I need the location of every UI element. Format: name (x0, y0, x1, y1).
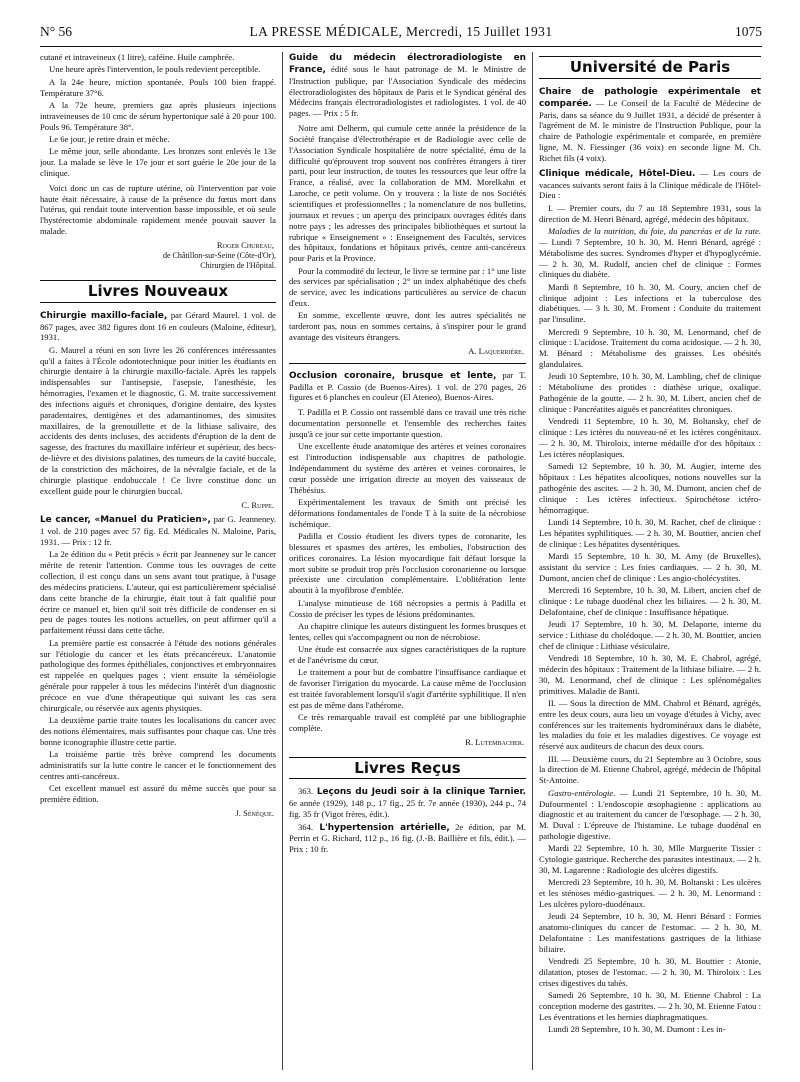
schedule-item: Vendredi 18 Septembre, 10 h. 30, M. E. Chabrol, agrégé, médecin des hôpitaux : Traitement de la lithiase biliaire. — 2 h. 30, M. Lenormand, chef de clinique : Les splénomégalies primitives. Maladie de Banti. (539, 653, 761, 696)
schedule-item: Samedi 12 Septembre, 10 h. 30, M. Augier, interne des hôpitaux : Les hépatites alcooliques, notions nouvelles sur la pathogénie des ascites. — 2 h. 30, M. Dumont, ancien chef de clinique : Les ictères infectieux. Spirochétose ictéro-hémorragique. (539, 461, 761, 515)
paragraph: Au chapitre clinique les auteurs distinguent les formes brusques et lentes, celles qui s'accompagnent ou non de nécrobiose. (289, 620, 526, 642)
section-title-livres-nouveaux: Livres Nouveaux (40, 280, 276, 303)
paragraph: Cet excellent manuel est assuré du même succès que pour sa première édition. (40, 783, 276, 804)
schedule-item: Mardi 15 Septembre, 10 h. 30, M. Amy (de Bruxelles), assistant du service : Les foies cardiaques. — 2 h. 30, M. Dumont, ancien chef de clinique : Les angio-cholécystites. (539, 550, 761, 583)
running-header (40, 20, 762, 47)
entry-number: 363. (298, 786, 314, 797)
entry-number: 364. (298, 821, 314, 832)
paragraph: Une heure après l'intervention, le pouls redevient perceptible. (49, 64, 261, 75)
paragraph: Le 6e jour, je retire drain et mèche. (49, 133, 170, 144)
schedule-item (539, 788, 761, 842)
paragraph: T. Padilla et P. Cossio ont rassemblé dans ce travail une très riche documentation personnelle et l'ensemble des recherches faites jusqu'à ce jour sur cette importante question. (289, 407, 526, 439)
paragraph: Une étude est consacrée aux signes caractéristiques de la rupture et de l'anévrisme du cœur. (289, 644, 526, 665)
reviewer-signature: J. Sénèque. (235, 807, 274, 818)
news-text: — Les cours de vacances suivants seront faits à la Clinique médicale de l'Hôtel-Dieu : (539, 167, 761, 201)
schedule-item: Lundi 14 Septembre, 10 h. 30, M. Rachet, chef de clinique : Les hépatites syphilitiques. — 2 h. 30, M. Bouttier, ancien chef de clinique : Les hépatites dysentériques. (539, 516, 761, 549)
paragraph: Padilla et Cossio étudient les divers types de coronarite, les blessures et spasmes des artères, les embolies, l'obstruction des orifices coronaires. La lésion myocardique fait défaut lorsque la mort subite se produit trop près l'occlusion coronarienne ou lorsque préexiste une circulation complémentaire. L'oblitération lente aboutit à la myofibrose d'emblée. (289, 531, 526, 596)
paragraph: II. — Sous la direction de MM. Chabrol et Bénard, agrégés, entre les deux cours, aura lieu un voyage d'études à Vichy, avec conférences sur les traitements hydrominéraux dans le diabète, les maladies du foie et les maladies digestives. Ce voyage est réservé aux auditeurs de chacun des deux cours. (539, 697, 761, 752)
paragraph: Pour la commodité du lecteur, le livre se termine par : 1° une liste des services par spécialisation ; 2° un index alphabétique des chefs de service, avec les indications particulières au service de chacun d'eux. (289, 265, 526, 309)
paragraph: Notre ami Delherm, qui cumule cette année la présidence de la Société française d'électrothérapie et de Radiologie avec celle de l'Association Syndicale hospitalière de notre spécialité, ému de la difficulté qu'éprouvent trop souvent nos confrères étrangers à tirer parti, pour leur instruction, de toutes les ressources que leur offre la France, a réalisé, avec la collaboration de MM. Morelkahn et Laroche, ce petit volume. On y trouvera : la liste de nos Sociétés scientifiques et professionnelles ; la nomenclature de nos bulletins, journaux et revues ; un aperçu des principaux ouvrages édités dans notre pays ; les adresses des principales bibliothèques et surtout la rubrique « Enseignement » : Enseignement des Facultés, services des hôpitaux, fondations et hôpitaux privés, centre anti-cancéreux pour Paris et la Province. (289, 123, 526, 264)
separator (289, 363, 526, 364)
paragraph: A la 24e heure, miction spontanée. Pouls 100 bien frappé. Température 37°6. (40, 76, 276, 98)
journal-title: LA PRESSE MÉDICALE, Mercredi, 15 Juillet 1931 (249, 24, 553, 39)
author-affiliation: de Châtillon-sur-Seine (Côte-d'Or), (162, 250, 276, 260)
paragraph: G. Maurel a réuni en son livre les 26 conférences intéressantes qu'il a faites à l'École odontotechnique pour initier les étudiants en chirurgie dentaire à la chirurgie maxillo-faciale. Après les rappels indispensables sur l'antisepsie, l'asepsie, l'anesthésie, les hémorragies, l'examen et le diagnostic, G. M. traite successivement des infections aiguës et chroniques, d'origine dentaire, des kystes paradentaires, dentigènes et des adamantinomes, des sinusites maxillaires, de la grenouillette et de la lithiase salivaire, des accidents des dents incluses, des accidents d'éruption de la dent de sagesse, des fractures du maxillaire inférieur et supérieur, des becs-de-lièvre et des divisions palatines, des tumeurs de la cavité buccale, de la constriction des mâchoires, de la névralgie faciale, et de la chirurgie plastique endobuccale ! Ce livre constitue donc un excellent guide pour le chirurgien buccal. (40, 344, 276, 496)
reviewer-signature: A. Laquerrière. (468, 345, 524, 356)
news-item (539, 86, 761, 164)
section-title-livres-recus: Livres Reçus (289, 757, 526, 780)
received-book (289, 786, 526, 820)
paragraph: En somme, excellente œuvre, dont les autres spécialités ne tarderont pas, nous en sommes certains, à s'inspirer pour le grand avantage des visiteurs étrangers. (289, 310, 526, 343)
paragraph: La première partie est consacrée à l'étude des notions générales sur l'étiologie du cancer et les états précancéreux. L'anatomie pathologique des formes épithéliales, conjonctives et embryonnaires est rappelée en quelques pages ; vient ensuite la séméiologie générale pour rappeler à tous les médecins l'intérêt d'un diagnostic précoce en vue d'une thérapeutique qui suivant les cas sera chirurgicale, ou réservée aux agents physiques. (40, 637, 276, 713)
schedule-item: Vendredi 25 Septembre, 10 h. 30, M. Bouttier : Atonie, dilatation, ptoses de l'estomac. — 2 h. 30, M. Thiroloix : Les crises digestives du tabès. (539, 956, 761, 988)
schedule-item: Vendredi 11 Septembre, 10 h. 30, M. Boltansky, chef de clinique : Les ictères du nouveau-né et les ictères congénitaux. — 2 h. 30, M. Thiroloix, interne médaille d'or des hôpitaux : Les ictères néoplasiques. (539, 416, 761, 459)
column-rule-right (532, 52, 533, 1070)
schedule-text: — Lundi 21 Septembre, 10 h. 30, M. Dufourmentel : L'endoscopie œsophagienne : applications au diagnostic et au traitement du cancer de l'œsophage. — 2 h. 30, M. Duval : L'épreuve de l'histamine. Le tubage duodénal en pathologie digestive. (539, 787, 761, 842)
news-heading: Clinique médicale, Hôtel-Dieu. (539, 168, 696, 179)
book-entry (289, 370, 526, 404)
paragraph: III. — Deuxième cours, du 21 Septembre au 3 Octobre, sous la direction de M. Etienne Chabrol, agrégé, médecin de l'hôpital St-Antoine. (539, 753, 761, 786)
book-meta: par G. Jeanneney. 1 vol. de 210 pages avec 57 fig. Ed. Médicales N. Maloine, Paris, 1931. — Prix : 12 fr. (40, 514, 276, 548)
book-meta: 6e année (1929), 148 p., 17 fig., 25 fr. 7e année (1930), 244 p., 74 fig. 35 fr (Vigot frères, édit.). (289, 798, 526, 820)
paragraph: I. — Premier cours, du 7 au 18 Septembre 1931, sous la direction de M. Henri Bénard, agrégé, médecin des hôpitaux. (539, 202, 761, 224)
subject-heading: Gastro-entérologie. (548, 787, 616, 798)
paragraph: cutané et intraveineux (1 litre), caféine. Huile camphrée. (40, 52, 235, 62)
paragraph: Une excellente étude anatomique des artères et veines coronaires est l'introduction indispensable aux chapitres de pathologie. Indépendamment du système des artères et veines coronaires, le cœur possède une irrigation directe au moyen des vaisseaux de Thébésius. (289, 441, 526, 495)
paragraph: Expérimentalement les travaux de Smith ont précisé les déformations fondamentales de l'onde T à la suite de la nécrobiose ischémique. (289, 497, 526, 529)
paragraph: Le traitement a pour but de combattre l'insuffisance cardiaque et de favoriser l'irrigation du myocarde. La cause même de l'occlusion est traitée favorablement lorsqu'il s'agit d'artérite syphilitique. Il n'en est pas de même dans l'athérome. (289, 667, 526, 710)
book-entry (40, 310, 276, 344)
schedule-item: Jeudi 24 Septembre, 10 h. 30, M. Henri Bénard : Formes anatomo-cliniques du cancer de l'estomac. — 2 h. 30, M. Delafontaine : Les manifestations gastriques de la lithiase biliaire. (539, 911, 761, 954)
column-right (539, 52, 761, 1070)
paragraph: Voici donc un cas de rupture utérine, où l'intervention par voie haute était nécessaire, à cause de la présence du fœtus mort dans l'utérus, qui rendait toute intervention basse impossible, et où seule l'hystérectomie abdominale rapidement menée pouvait sauver la malade. (40, 182, 276, 237)
column-left (40, 52, 276, 1070)
paragraph: La deuxième partie traite toutes les localisations du cancer avec des notions élémentaires, mais suffisantes pour chaque cas. Une très bonne iconographie illustre cette partie. (40, 715, 276, 747)
reviewer-signature: C. Ruppe. (241, 499, 274, 510)
column-middle (289, 52, 526, 1070)
subject-heading: Maladies de la nutrition, du foie, du pancréas et de la rate. (548, 225, 761, 236)
book-title: Leçons du Jeudi soir à la clinique Tarnier. (313, 787, 526, 798)
page-number: 1075 (735, 24, 762, 39)
paragraph: La 2e édition du « Petit précis » écrit par Jeanneney sur le cancer mérite de retenir l'attention. Comme tous les ouvrages de cette collection, il est conçu dans un sens avant tout pratique, à l'usage des médecins praticiens. L'auteur, qui est particulièrement spécialisé dans cette branche de la chirurgie, était tout à fait qualifié pour écrire ce manuel et, bien qu'il soit très difficile de condenser en si peu de pages toutes les notions actuelles, on peut affirmer qu'il a parfaitement réussi dans cette tâche. (40, 549, 276, 636)
news-text: — Le Conseil de la Faculté de Médecine de Paris, dans sa séance du 9 Juillet 1931, a décidé de présenter à l'agrément de M. le ministre de l'Instruction Publique, pour la chaire de Pathologie expérimentale et comparée, en première ligne, M. N. Fiessinger (36 voix) en seconde ligne M. Ch. Richet fils (4 voix). (539, 97, 761, 163)
book-meta: édité sous le haut patronage de M. le Ministre de l'Instruction publique, par l'Association Syndicale des médecins électroradiologistes des hôpitaux de Paris et le Syndicat général des Médecins français électroradiologistes et radiologistes. 1 vol. de 40 pages. — Prix : 5 fr. (289, 63, 526, 119)
schedule-item: Jeudi 17 Septembre, 10 h. 30, M. Delaporte, interne du service : Lithiase du cholédoque. — 2 h. 30, M. Bouttier, ancien chef de clinique : Lithiase vésiculaire. (539, 619, 761, 651)
issue-number: N° 56 (40, 24, 73, 39)
book-title: Guide du médecin électroradiologiste en France, (289, 53, 526, 75)
book-title: Le cancer, «Manuel du Praticien», (40, 515, 211, 526)
author-affiliation: Chirurgien de l'Hôpital. (200, 260, 276, 270)
paragraph: Ce très remarquable travail est complété par une bibliographie complète. (289, 712, 526, 733)
schedule-item: Mercredi 9 Septembre, 10 h. 30, M. Lenormand, chef de clinique : L'acidose. Traitement du coma acidosique. — 2 h. 30, M. Bénard : Métabolisme des graisses. Les obésités glandulaires. (539, 326, 761, 370)
news-heading: Chaire de pathologie expérimentale et comparée. (539, 86, 761, 109)
book-entry (40, 514, 276, 548)
book-entry (289, 52, 526, 119)
column-rule-left (282, 52, 283, 1070)
received-book (289, 822, 526, 856)
news-item (539, 168, 761, 202)
book-meta: 2e édition, par M. Perrin et G. Richard, 112 p., 16 fig. (J.-B. Baillière et fils, édit.). — Prix : 10 fr. (289, 821, 526, 855)
schedule-item: Mercredi 23 Septembre, 10 h. 30, M. Boltanski : Les ulcères et les sténoses médio-gastriques. — 2 h. 30, M. Lenormand : Les ulcères pyloro-duodénaux. (539, 877, 761, 910)
schedule-item: Jeudi 10 Septembre, 10 h. 30, M. Lambling, chef de clinique : Métabolisme des protides : diathèse urique, oxalique. Pathogénie de la goutte. — 2 h. 30, M. Libert, ancien chef de clinique : Pancréatites aiguës et pancréatites chroniques. (539, 371, 761, 414)
schedule-text: — Lundi 7 Septembre, 10 h. 30, M. Henri Bénard, agrégé : Métabolisme des sucres. Syndromes d'hyper et d'hypoglycémie. — 2 h. 30, M. Rudolf, ancien chef de clinique : Formes cliniques du diabète. (539, 236, 761, 280)
paragraph: Le même jour, selle abondante. Les bronzes sont enlevés le 13e jour. La malade se lève le 17e jour et sort guérie le 20e jour de la clinique. (40, 146, 276, 178)
schedule-item (539, 226, 761, 280)
author-signature: Roger Chureau, (216, 240, 274, 250)
schedule-item: Mardi 8 Septembre, 10 h. 30, M. Coury, ancien chef de clinique adjoint : Les infections et la tuberculose des diabétiques. — 3 h. 30, M. Froment : Conduite du traitement par l'insuline. (539, 281, 761, 325)
section-title-universite: Université de Paris (539, 56, 761, 79)
schedule-item: Lundi 28 Septembre, 10 h. 30, M. Dumont : Les in- (548, 1024, 726, 1035)
book-title: Chirurgie maxillo-faciale, (40, 310, 168, 321)
schedule-item: Samedi 26 Septembre, 10 h. 30, M. Etienne Chabrol : La conception moderne des gastrites. — 2 h. 30, M. Etienne Fatou : Les éventrations et les hernies diaphragmatiques. (539, 990, 761, 1023)
schedule-item: Mardi 22 Septembre, 10 h. 30, Mlle Marguerite Tissier : Cytologie gastrique. Recherche des parasites intestinaux. — 2 h. 30, M. Lagarenne : Radiologie des ulcères digestifs. (539, 843, 761, 876)
schedule-item: Mercredi 16 Septembre, 10 h. 30, M. Libert, ancien chef de clinique : Le tubage duodénal chez les biliaires. — 2 h. 30, M. Delafontaine, chef de clinique : Insuffisance hépatique. (539, 584, 761, 617)
book-meta: par Gérard Maurel. 1 vol. de 867 pages, avec 382 figures dont 16 en couleurs (Maloine, éditeur), 1931. (40, 309, 276, 343)
paragraph: La troisième partie très brève comprend les documents administratifs sur la lutte contre le cancer et le fonctionnement des centres anti-cancéreux. (40, 749, 276, 781)
book-title: Occlusion coronaire, brusque et lente, (289, 370, 497, 381)
paragraph: A la 72e heure, premiers gaz après plusieurs injections intraveineuses de 10 cmc de sérum hypertonique salé à 20 pour 100. Pouls 96. Température 38°. (40, 99, 276, 132)
book-title: L'hypertension artérielle, (313, 822, 450, 833)
book-meta: par T. Padilla et P. Cossio (de Buenos-Aires). 1 vol. de 270 pages, 26 figures et 6 planches en couleur (El Ateneo), Buenos-Aires. (289, 369, 526, 403)
reviewer-signature: R. Lutembacher. (465, 736, 524, 747)
paragraph: L'analyse minutieuse de 168 nécropsies a permis à Padilla et Cossio de préciser les types de lésions prédominantes. (289, 597, 526, 619)
